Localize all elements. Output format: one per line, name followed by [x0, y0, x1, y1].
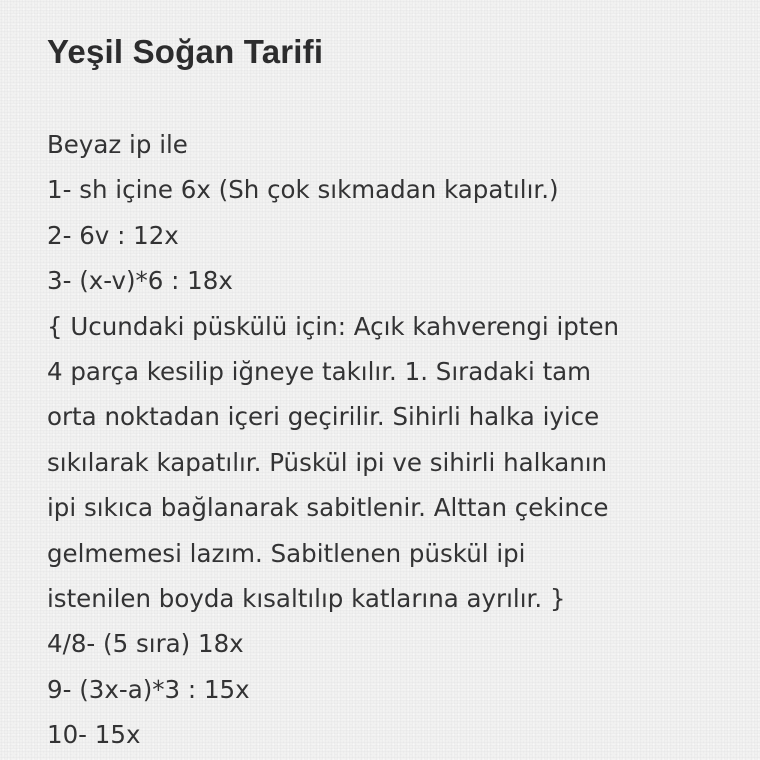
instruction-line: 4/8- (5 sıra) 18x: [47, 629, 244, 659]
instruction-line: sıkılarak kapatılır. Püskül ipi ve sihirli halkanın: [47, 447, 608, 477]
instruction-line: orta noktadan içeri geçirilir. Sihirli halka iyice: [47, 402, 600, 432]
instruction-line: 1- sh içine 6x (Sh çok sıkmadan kapatılır.): [47, 175, 559, 205]
instruction-line: 2- 6v : 12x: [47, 220, 179, 250]
instruction-line: istenilen boyda kısaltılıp katlarına ayrılır. }: [47, 584, 566, 614]
instruction-line: Beyaz ip ile: [47, 130, 188, 159]
instruction-line: 10- 15x: [47, 720, 141, 750]
instruction-line: 3- (x-v)*6 : 18x: [47, 266, 233, 296]
instruction-line: gelmemesi lazım. Sabitlenen püskül ipi: [47, 538, 526, 568]
recipe-instructions: [47, 122, 720, 758]
recipe-title: Yeşil Soğan Tarifi: [47, 33, 324, 70]
instruction-line: 9- (3x-a)*3 : 15x: [47, 674, 250, 704]
instruction-line: { Ucundaki püskülü için: Açık kahverengi ipten: [47, 311, 620, 341]
instruction-line: 4 parça kesilip iğneye takılır. 1. Sıradaki tam: [47, 357, 592, 387]
instruction-line: ipi sıkıca bağlanarak sabitlenir. Alttan çekince: [47, 493, 609, 523]
